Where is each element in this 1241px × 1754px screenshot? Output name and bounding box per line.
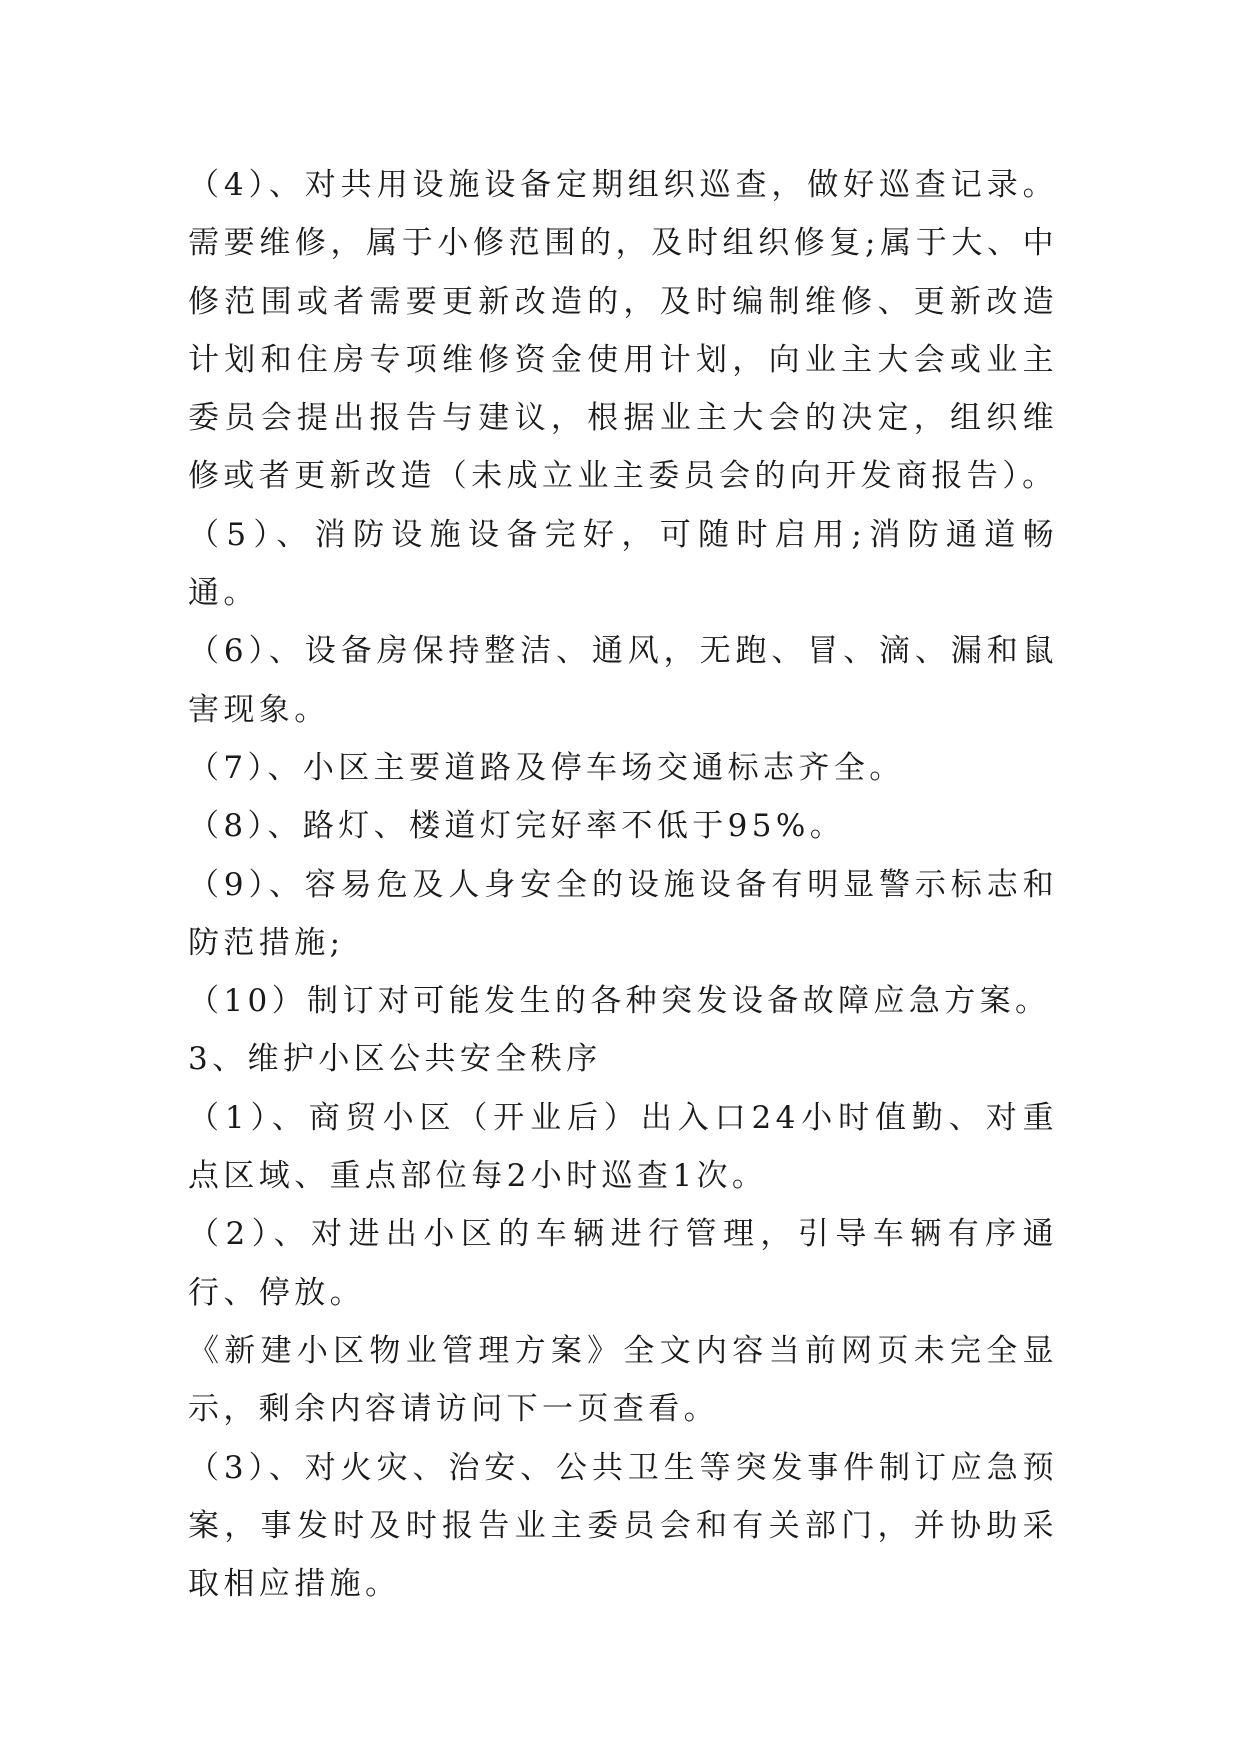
paragraph-traffic-signs: （7）、小区主要道路及停车场交通标志齐全。 <box>188 749 905 786</box>
paragraph-entrance-duty: （1）、商贸小区（开业后）出入口24小时值勤、对重点区域、重点部位每2小时巡查1次。 <box>188 1099 1058 1195</box>
paragraph-vehicle-management: （2）、对进出小区的车辆进行管理，引导车辆有序通行、停放。 <box>188 1216 1058 1311</box>
paragraph-warning-signs: （9）、容易危及人身安全的设施设备有明显警示标志和防范措施; <box>188 866 1058 961</box>
paragraph-facility-inspection: （4）、对共用设施设备定期组织巡查，做好巡查记录。需要维修，属于小修范围的，及时组织修复;属于大、中修范围或者需要更新改造的，及时编制维修、更新改造计划和住房专项维修资金使用计划，向业主大会或业主委员会提出报告与建议，根据业主大会的决定，组织维修或者更新改造（未成立业主委员会的向开发商报告）。 <box>188 167 1058 495</box>
paragraph-street-lights: （8）、路灯、楼道灯完好率不低于95%。 <box>188 808 846 845</box>
document-body <box>188 156 1058 1613</box>
paragraph-fire-facilities: （5）、消防设施设备完好，可随时启用;消防通道畅通。 <box>188 516 1058 612</box>
paragraph-emergency-plan: （10）制订对可能发生的各种突发设备故障应急方案。 <box>188 983 1051 1020</box>
paragraph-equipment-room: （6）、设备房保持整洁、通风，无跑、冒、滴、漏和鼠害现象。 <box>188 633 1058 728</box>
paragraph-continuation-notice: 《新建小区物业管理方案》全文内容当前网页未完全显示，剩余内容请访问下一页查看。 <box>188 1332 1058 1428</box>
section-heading-public-safety: 3、维护小区公共安全秩序 <box>188 1041 602 1078</box>
paragraph-incident-response: （3）、对火灾、治安、公共卫生等突发事件制订应急预案，事发时及时报告业主委员会和有关部门，并协助采取相应措施。 <box>188 1449 1058 1603</box>
